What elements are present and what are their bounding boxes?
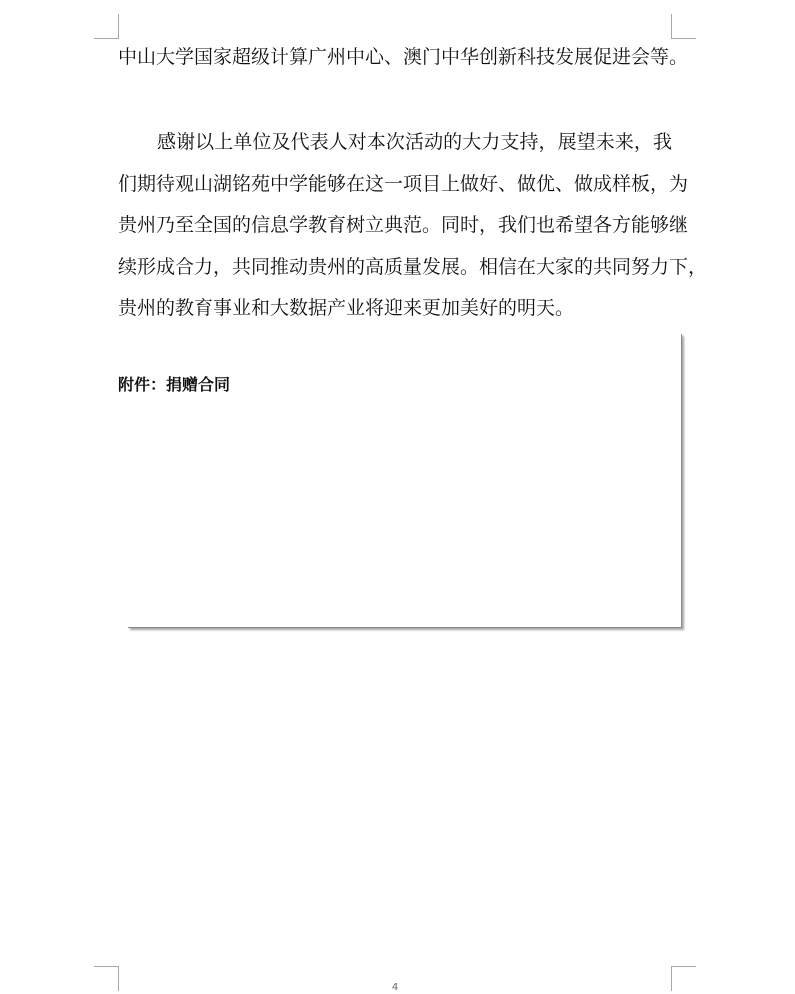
paragraph-line-1: 感谢以上单位及代表人对本次活动的大力支持，展望未来，我 <box>157 131 672 153</box>
page-number: 4 <box>391 982 399 993</box>
crop-mark-bottom-left <box>94 966 119 991</box>
attachment-label: 附件：捐赠合同 <box>118 375 231 394</box>
text-line-1: 中山大学国家超级计算广州中心、澳门中华创新科技发展促进会等。 <box>118 46 689 68</box>
crop-mark-top-left <box>94 14 119 39</box>
crop-mark-bottom-right <box>671 966 696 991</box>
paragraph-line-3: 贵州乃至全国的信息学教育树立典范。同时，我们也希望各方能够继 <box>118 214 689 236</box>
paragraph-line-5: 贵州的教育事业和大数据产业将迎来更加美好的明天。 <box>118 297 575 319</box>
paragraph-line-2: 们期待观山湖铭苑中学能够在这一项目上做好、做优、做成样板，为 <box>118 173 689 195</box>
paragraph-line-4: 续形成合力，共同推动贵州的高质量发展。相信在大家的共同努力下， <box>118 256 708 278</box>
crop-mark-top-right <box>671 14 696 39</box>
